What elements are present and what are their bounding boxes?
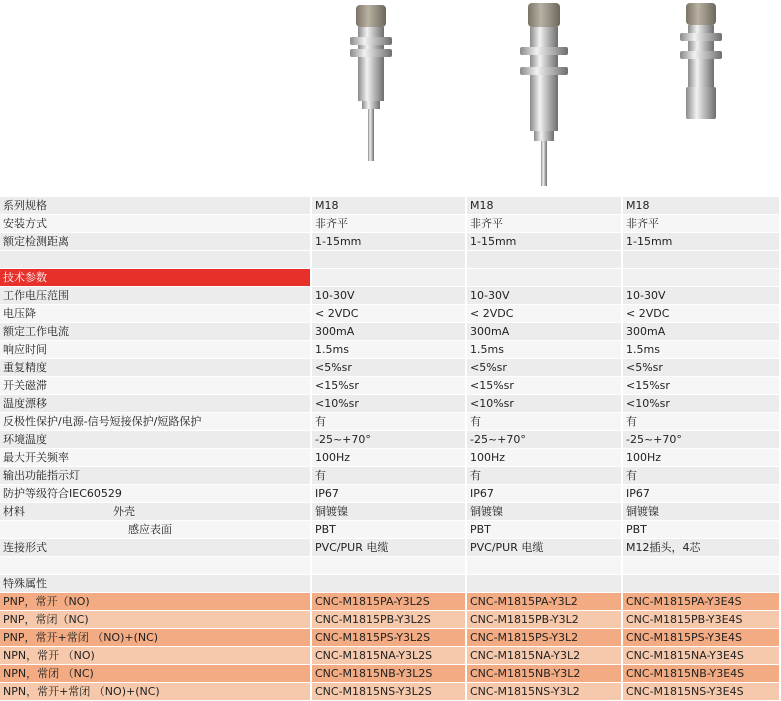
row-label: 安装方式 bbox=[0, 215, 312, 233]
cell: CNC-M1815NB-Y3E4S bbox=[623, 665, 781, 683]
model-row bbox=[0, 629, 781, 647]
cell: CNC-M1815NB-Y3L2 bbox=[467, 665, 623, 683]
cell: 1.5ms bbox=[312, 341, 467, 359]
cell: <15%sr bbox=[623, 377, 781, 395]
spec-table bbox=[0, 197, 781, 701]
cell: 有 bbox=[623, 467, 781, 485]
row-label: 环境温度 bbox=[0, 431, 312, 449]
table-row bbox=[0, 305, 781, 323]
section-title: 技术参数 bbox=[0, 269, 312, 287]
cell: CNC-M1815NA-Y3L2 bbox=[467, 647, 623, 665]
table-row-material-face bbox=[0, 521, 781, 539]
material-label: 材料 bbox=[3, 505, 25, 518]
row-label: 系列规格 bbox=[0, 197, 312, 215]
cell: 1-15mm bbox=[623, 233, 781, 251]
cell: 1.5ms bbox=[623, 341, 781, 359]
row-label: 反极性保护/电源-信号短接保护/短路保护 bbox=[0, 413, 312, 431]
cell: 100Hz bbox=[623, 449, 781, 467]
cell: 有 bbox=[312, 413, 467, 431]
cell: CNC-M1815PB-Y3L2 bbox=[467, 611, 623, 629]
table-row bbox=[0, 395, 781, 413]
cell: < 2VDC bbox=[623, 305, 781, 323]
table-row bbox=[0, 215, 781, 233]
cell: CNC-M1815PA-Y3E4S bbox=[623, 593, 781, 611]
row-label: NPN，常开 （NO) bbox=[0, 647, 312, 665]
cell: 10-30V bbox=[312, 287, 467, 305]
cell: 1-15mm bbox=[467, 233, 623, 251]
row-label bbox=[0, 503, 312, 521]
cell: <10%sr bbox=[623, 395, 781, 413]
cell: 有 bbox=[623, 413, 781, 431]
cell: 铜镀镍 bbox=[312, 503, 467, 521]
cell: 有 bbox=[312, 467, 467, 485]
cell: <15%sr bbox=[312, 377, 467, 395]
cell: <5%sr bbox=[312, 359, 467, 377]
cell: CNC-M1815NS-Y3E4S bbox=[623, 683, 781, 701]
cell: <10%sr bbox=[312, 395, 467, 413]
table-row-material-shell bbox=[0, 503, 781, 521]
cell: <10%sr bbox=[467, 395, 623, 413]
product-images bbox=[0, 0, 781, 195]
cell: CNC-M1815NA-Y3E4S bbox=[623, 647, 781, 665]
cell: PVC/PUR 电缆 bbox=[312, 539, 467, 557]
cell: <5%sr bbox=[623, 359, 781, 377]
cell: -25~+70° bbox=[623, 431, 781, 449]
cell: PBT bbox=[467, 521, 623, 539]
cell: <15%sr bbox=[467, 377, 623, 395]
row-label: 工作电压范围 bbox=[0, 287, 312, 305]
table-row bbox=[0, 485, 781, 503]
table-row bbox=[0, 413, 781, 431]
row-label: 额定检测距离 bbox=[0, 233, 312, 251]
row-label: 输出功能指示灯 bbox=[0, 467, 312, 485]
cell: -25~+70° bbox=[467, 431, 623, 449]
table-row bbox=[0, 359, 781, 377]
cell: CNC-M1815NS-Y3L2 bbox=[467, 683, 623, 701]
table-row bbox=[0, 197, 781, 215]
cell: 300mA bbox=[312, 323, 467, 341]
cell: M18 bbox=[467, 197, 623, 215]
cell: 非齐平 bbox=[623, 215, 781, 233]
cell: 10-30V bbox=[623, 287, 781, 305]
cell: 10-30V bbox=[467, 287, 623, 305]
cell: <5%sr bbox=[467, 359, 623, 377]
model-row bbox=[0, 593, 781, 611]
row-label: PNP，常开（NO) bbox=[0, 593, 312, 611]
shell-label: 外壳 bbox=[113, 505, 135, 518]
cell: CNC-M1815PS-Y3E4S bbox=[623, 629, 781, 647]
cell: CNC-M1815PB-Y3E4S bbox=[623, 611, 781, 629]
sensor-image-cable-1 bbox=[340, 5, 410, 165]
model-row bbox=[0, 611, 781, 629]
section-title: 特殊属性 bbox=[0, 575, 312, 593]
cell: 有 bbox=[467, 413, 623, 431]
table-row bbox=[0, 449, 781, 467]
row-label: 响应时间 bbox=[0, 341, 312, 359]
row-label: 额定工作电流 bbox=[0, 323, 312, 341]
cell: < 2VDC bbox=[467, 305, 623, 323]
table-row bbox=[0, 287, 781, 305]
row-label: 最大开关频率 bbox=[0, 449, 312, 467]
spacer-row bbox=[0, 557, 781, 575]
cell: PVC/PUR 电缆 bbox=[467, 539, 623, 557]
table-row bbox=[0, 233, 781, 251]
cell: 铜镀镍 bbox=[467, 503, 623, 521]
row-label: PNP，常闭（NC) bbox=[0, 611, 312, 629]
row-label: 电压降 bbox=[0, 305, 312, 323]
row-label: NPN，常开+常闭 （NO)+(NC) bbox=[0, 683, 312, 701]
cell: 非齐平 bbox=[467, 215, 623, 233]
cell: 非齐平 bbox=[312, 215, 467, 233]
table-row bbox=[0, 341, 781, 359]
cell: CNC-M1815NA-Y3L2S bbox=[312, 647, 467, 665]
table-row bbox=[0, 323, 781, 341]
cell: 300mA bbox=[467, 323, 623, 341]
cell: 100Hz bbox=[467, 449, 623, 467]
table-row bbox=[0, 539, 781, 557]
cell: -25~+70° bbox=[312, 431, 467, 449]
spacer-row bbox=[0, 251, 781, 269]
table-row bbox=[0, 467, 781, 485]
sensor-image-connector bbox=[670, 3, 740, 123]
row-label: 开关磁滞 bbox=[0, 377, 312, 395]
cell: IP67 bbox=[467, 485, 623, 503]
sensor-image-cable-2 bbox=[508, 3, 588, 188]
cell: CNC-M1815PA-Y3L2 bbox=[467, 593, 623, 611]
row-label: 重复精度 bbox=[0, 359, 312, 377]
cell: CNC-M1815PS-Y3L2S bbox=[312, 629, 467, 647]
table-row bbox=[0, 431, 781, 449]
cell: < 2VDC bbox=[312, 305, 467, 323]
cell: CNC-M1815PB-Y3L2S bbox=[312, 611, 467, 629]
cell: 1.5ms bbox=[467, 341, 623, 359]
model-row bbox=[0, 683, 781, 701]
cell: CNC-M1815PA-Y3L2S bbox=[312, 593, 467, 611]
cell: 100Hz bbox=[312, 449, 467, 467]
cell: M12插头，4芯 bbox=[623, 539, 781, 557]
section-header-tech bbox=[0, 269, 781, 287]
row-label: 温度漂移 bbox=[0, 395, 312, 413]
cell: IP67 bbox=[312, 485, 467, 503]
cell: 300mA bbox=[623, 323, 781, 341]
cell: M18 bbox=[623, 197, 781, 215]
cell: PBT bbox=[623, 521, 781, 539]
row-label: PNP，常开+常闭 （NO)+(NC) bbox=[0, 629, 312, 647]
table-row bbox=[0, 377, 781, 395]
row-label: 防护等级符合IEC60529 bbox=[0, 485, 312, 503]
model-row bbox=[0, 647, 781, 665]
cell: 有 bbox=[467, 467, 623, 485]
cell: CNC-M1815PS-Y3L2 bbox=[467, 629, 623, 647]
section-header-special bbox=[0, 575, 781, 593]
cell: 1-15mm bbox=[312, 233, 467, 251]
row-label: NPN，常闭 （NC) bbox=[0, 665, 312, 683]
cell: CNC-M1815NS-Y3L2S bbox=[312, 683, 467, 701]
row-label: 连接形式 bbox=[0, 539, 312, 557]
cell: 铜镀镍 bbox=[623, 503, 781, 521]
cell: IP67 bbox=[623, 485, 781, 503]
cell: M18 bbox=[312, 197, 467, 215]
face-label: 感应表面 bbox=[0, 521, 312, 539]
cell: CNC-M1815NB-Y3L2S bbox=[312, 665, 467, 683]
cell: PBT bbox=[312, 521, 467, 539]
model-row bbox=[0, 665, 781, 683]
